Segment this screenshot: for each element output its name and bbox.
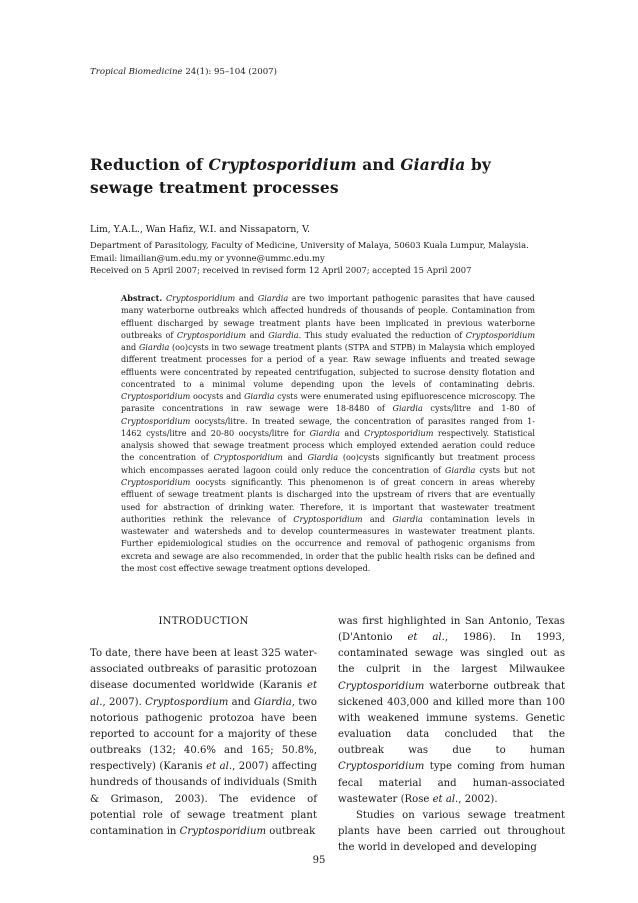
text-run: oocysts/litre. In treated sewage, the concentration of parasites ranged from 1-1462 cysts/litre and 20-80 oocysts/litre for <box>121 415 535 438</box>
italic-term: Giardia <box>244 391 275 402</box>
italic-term: et al. <box>90 680 317 708</box>
page-number: 95 <box>312 855 326 866</box>
italic-term: Cryptosporidium <box>293 513 363 524</box>
italic-term: Cryptosporidium <box>179 825 267 837</box>
italic-term: Giardia <box>309 427 340 438</box>
text-run: contamination levels in wastewater and watersheds and to develop countermeasures in wastewater treatment plants. Further epidemiological studies on the occurrence and removal of pathogenic organisms from excreta and sewage are also recommended, in order that the public health risks can be defined and the most cost effective sewage treatment options developed. <box>121 513 535 573</box>
introduction-left-column <box>90 614 317 840</box>
title-part: Cryptosporidium <box>208 156 357 174</box>
journal-citation <box>90 67 277 77</box>
italic-term: Giardia <box>253 696 292 708</box>
text-run: waterborne outbreak that sickened 403,000 and killed more than 100 with weakened immune systems. Genetic evaluation data concluded that the outbreak was due to human <box>338 680 565 757</box>
text-run: oocysts significantly. This phenomenon is of great concern in areas whereby effluent of sewage treatment plants is discharged into the upstream of rivers that are eventually used for abstraction of drinking water. Therefore, it is important that wastewater treatment authorities rethink the relevance of <box>121 476 535 524</box>
received-dates: Received on 5 April 2007; received in revised form 12 April 2007; accepted 15 April 2007 <box>90 265 472 276</box>
text-run: and <box>246 329 269 340</box>
text-run: was first highlighted in San Antonio, Texas (D'Antonio <box>338 616 565 644</box>
text-run: oocysts and <box>190 391 245 402</box>
text-run: , 1986). In 1993, contaminated sewage was singled out as the culprit in the largest Milwaukee <box>338 632 565 676</box>
email: Email: limailian@um.edu.my or yvonne@ummc.edu.my <box>90 252 325 263</box>
italic-term: Cryptosporidium <box>165 293 236 303</box>
text-run: type coming from human fecal material and human-associated wastewater (Rose <box>338 761 565 805</box>
italic-term: Cryptosporidium <box>121 415 191 426</box>
italic-term: Cryptosporidium <box>338 680 425 692</box>
authors: Lim, Y.A.L., Wan Hafiz, W.I. and Nissapatorn, V. <box>90 224 311 235</box>
journal-volume: 24(1): 95–104 (2007) <box>182 67 278 77</box>
article-title <box>90 154 560 200</box>
text-run: cysts but not <box>475 464 535 475</box>
text-run: are two important pathogenic parasites that have caused many waterborne outbreaks which affected hundreds of thousands of people. Contamination from effluent discharged by sewage treatment plants have been implicated in previous waterborne outbreaks of <box>121 293 535 340</box>
text-run: and <box>228 696 254 708</box>
affiliation: Department of Parasitology, Faculty of Medicine, University of Malaya, 50603 Kuala Lumpur, Malaysia. <box>90 240 529 250</box>
italic-term: Cryptosporidium <box>176 329 247 340</box>
italic-term: Giardia <box>138 342 170 353</box>
italic-term: Cryptosporidium <box>121 476 191 487</box>
title-part: Reduction of <box>90 156 209 174</box>
italic-term: Giardia <box>392 403 423 414</box>
title-part: Giardia <box>400 156 466 174</box>
italic-term: Giardia <box>268 329 299 340</box>
text-run: (oo)cysts in two sewage treatment plants (STPA and STPB) in Malaysia which employed different treatment processes for a period of a year. Raw sewage influents and treated sewage effluents were concentrated by repeated centrifugation, subjected to sucrose density flotation and concentrated to a minimal volume depending upon the levels of contaminating debris. <box>121 342 535 389</box>
abstract-body <box>121 293 535 573</box>
text-run: , 2007). <box>102 696 146 708</box>
italic-term: Cryptosporidium <box>213 452 283 463</box>
text-run: , 2007) affecting hundreds of thousands of individuals (Smith & Grimason, 2003). The evidence of potential role of sewage treatment plant contamination in <box>90 761 317 837</box>
text-run: cysts were enumerated using epifluorescence microscopy. The parasite concentrations in raw sewage were 18-8480 of <box>121 391 535 414</box>
italic-term: et al. <box>407 632 445 644</box>
italic-term: et al. <box>432 793 459 805</box>
italic-term: et al. <box>206 761 233 773</box>
text-run: (oo)cysts significantly but treatment process which encompasses aerated lagoon could only reduce the concentration of <box>121 452 535 475</box>
italic-term: Cryptosporidium <box>364 427 434 438</box>
text-run: , two notorious pathogenic protozoa have been reported to account for a majority of these outbreaks (132; 40.6% and 165; 50.8%, respectively) (Karanis <box>90 696 317 773</box>
italic-term: Cryptosporidium <box>338 761 425 773</box>
abstract-label: Abstract. <box>121 293 163 303</box>
text-run: and <box>282 452 308 463</box>
text-run: respectively. Statistical analysis showed that sewage treatment process which employed extended aeration could reduce the concentration of <box>121 427 536 463</box>
introduction-paragraph <box>90 646 317 840</box>
italic-term: Giardia <box>445 464 476 475</box>
introduction-paragraph <box>338 808 565 856</box>
author-details <box>90 239 529 277</box>
text-run: . This study evaluated the reduction of <box>298 329 466 340</box>
text-run: cysts/litre and 1-80 of <box>422 403 536 414</box>
text-run: and <box>235 293 258 303</box>
text-run: outbreak <box>266 825 316 837</box>
text-run: , 2002). <box>458 793 498 805</box>
text-run: To date, there have been at least 325 water-associated outbreaks of parasitic protozoan disease documented worldwide (Karanis <box>90 648 317 692</box>
italic-term: Cryptosporidium <box>121 391 191 402</box>
italic-term: Giardia <box>257 293 289 303</box>
italic-term: Cryptosporidium <box>465 329 536 340</box>
italic-term: Giardia <box>392 513 423 524</box>
text-run: Studies on various sewage treatment plants have been carried out throughout the world in developed and developing <box>338 809 565 854</box>
abstract <box>121 292 535 574</box>
text-run: and <box>121 342 139 353</box>
section-heading: INTRODUCTION <box>158 616 249 627</box>
title-part: and <box>356 156 401 174</box>
journal-name: Tropical Biomedicine <box>90 67 183 77</box>
text-run: and <box>362 513 393 524</box>
introduction-paragraph <box>338 614 565 808</box>
title-part: by sewage treatment processes <box>90 156 492 197</box>
introduction-right-column <box>338 614 565 856</box>
italic-term: Cryptospordium <box>145 696 229 708</box>
text-run: and <box>339 427 365 438</box>
italic-term: Giardia <box>307 452 339 463</box>
